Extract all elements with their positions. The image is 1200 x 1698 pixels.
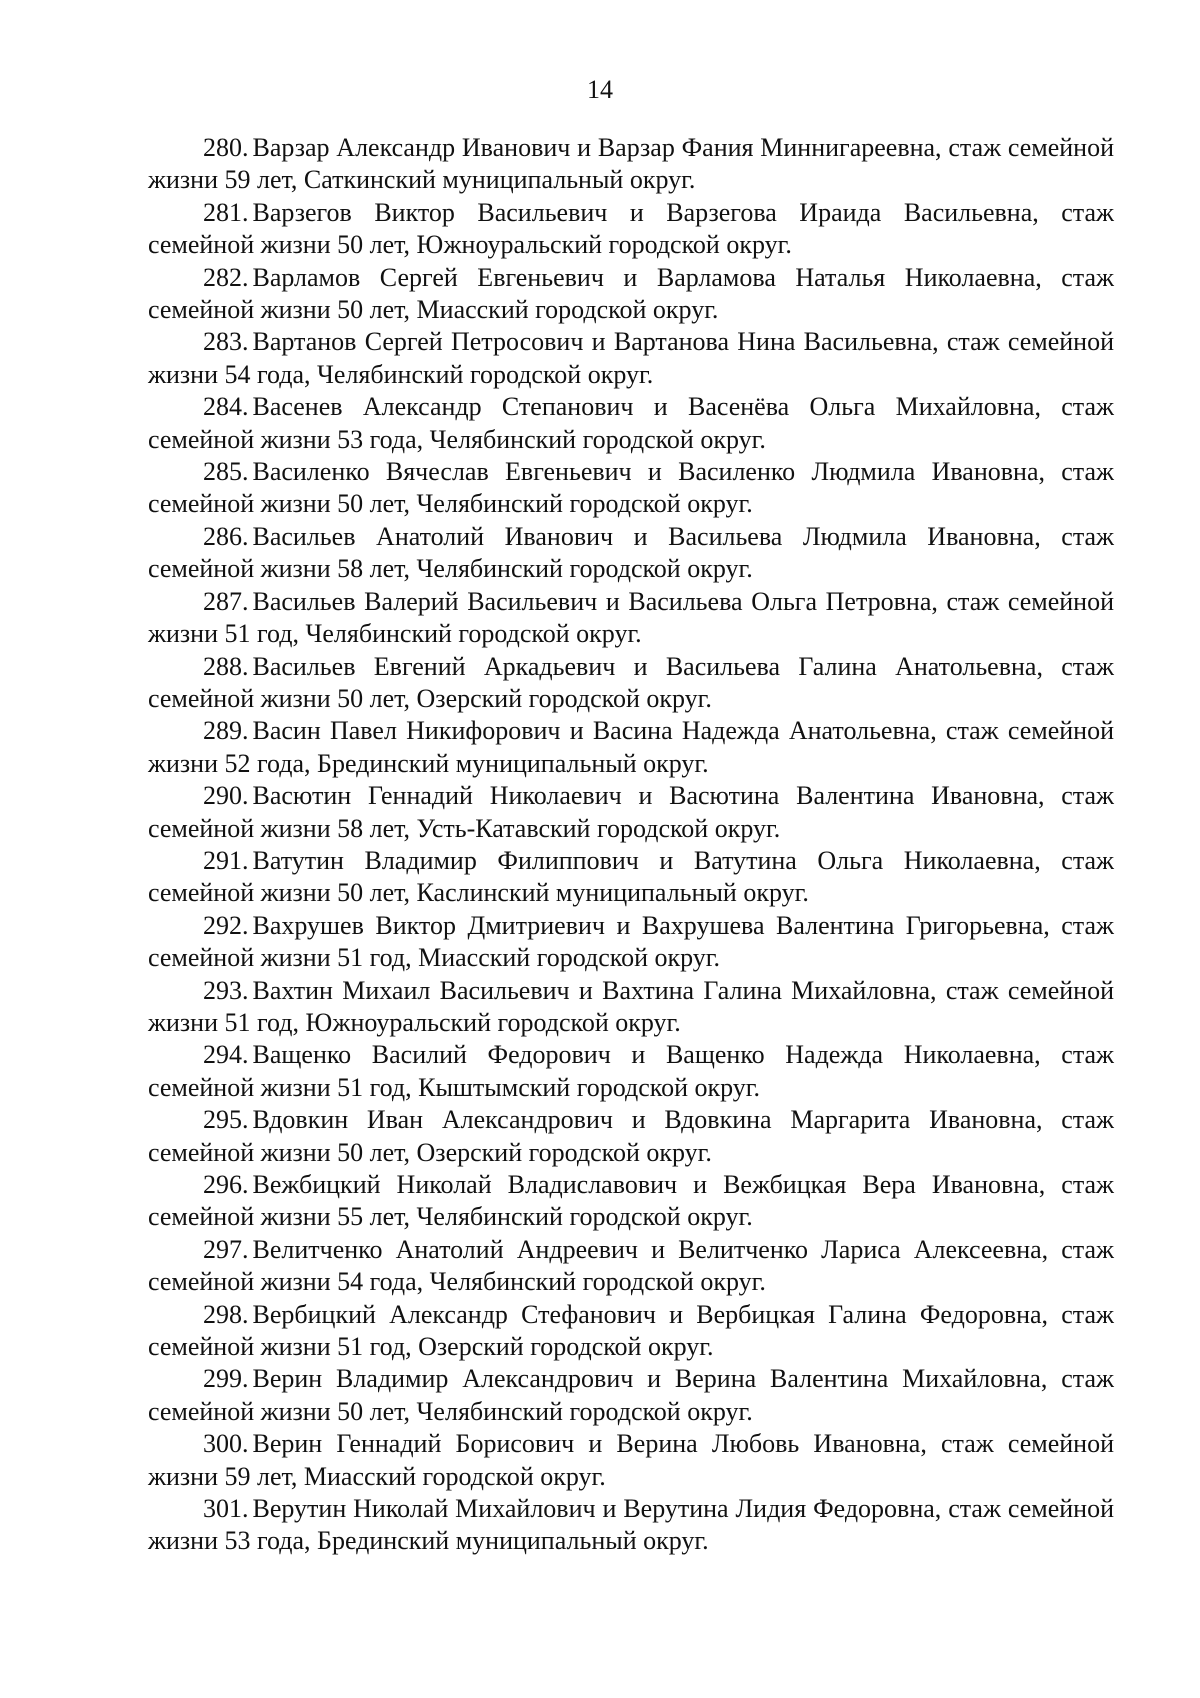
list-item: [148, 456, 1114, 521]
entry-text: Варламов Сергей Евгеньевич и Варламова Наталья Николаевна, стаж семейной жизни 50 лет, Миасский городской округ.: [148, 262, 1114, 325]
entry-number: 297.: [203, 1234, 249, 1264]
entry-text: Верин Владимир Александрович и Верина Валентина Михайловна, стаж семейной жизни 50 лет, Челябинский городской округ.: [148, 1364, 1114, 1426]
list-item: [148, 651, 1114, 716]
list-item: [148, 326, 1114, 391]
entry-number: 282.: [203, 262, 249, 292]
list-item: [148, 845, 1114, 910]
entry-text: Васенев Александр Степанович и Васенёва Ольга Михайловна, стаж семейной жизни 53 года, Челябинский городской округ.: [148, 392, 1114, 454]
entry-number: 296.: [203, 1170, 249, 1199]
entry-list: [148, 132, 1114, 1558]
entry-number: 285.: [203, 457, 249, 487]
entry-number: 287.: [203, 586, 249, 616]
entry-text: Велитченко Анатолий Андреевич и Велитченко Лариса Алексеевна, стаж семейной жизни 54 года, Челябинский городской округ.: [148, 1234, 1114, 1297]
entry-number: 292.: [203, 910, 249, 940]
entry-text: Верутин Николай Михайлович и Верутина Лидия Федоровна, стаж семейной жизни 53 года, Брединский муниципальный округ.: [148, 1494, 1114, 1556]
entry-text: Васильев Евгений Аркадьевич и Васильева Галина Анатольевна, стаж семейной жизни 50 лет, Озерский городской округ.: [148, 651, 1114, 713]
entry-text: Вахтин Михаил Васильевич и Вахтина Галина Михайловна, стаж семейной жизни 51 год, Южноуральский городской округ.: [148, 975, 1114, 1037]
list-item: [148, 1299, 1114, 1364]
entry-text: Вдовкин Иван Александрович и Вдовкина Маргарита Ивановна, стаж семейной жизни 50 лет, Озерский городской округ.: [148, 1105, 1114, 1167]
entry-text: Вербицкий Александр Стефанович и Вербицкая Галина Федоровна, стаж семейной жизни 51 год, Озерский городской округ.: [148, 1299, 1114, 1362]
list-item: [148, 1363, 1114, 1428]
entry-number: 291.: [203, 845, 249, 875]
list-item: [148, 1234, 1114, 1299]
entry-text: Варзегов Виктор Васильевич и Варзегова Ираида Васильевна, стаж семейной жизни 50 лет, Южноуральский городской округ.: [148, 197, 1114, 260]
entry-text: Ващенко Василий Федорович и Ващенко Надежда Николаевна, стаж семейной жизни 51 год, Кыштымский городской округ.: [148, 1040, 1114, 1102]
entry-number: 286.: [203, 521, 249, 551]
entry-number: 298.: [203, 1299, 249, 1329]
entry-text: Васин Павел Никифорович и Васина Надежда Анатольевна, стаж семейной жизни 52 года, Брединский муниципальный округ.: [148, 716, 1114, 778]
list-item: [148, 391, 1114, 456]
entry-number: 283.: [203, 327, 249, 357]
list-item: [148, 1428, 1114, 1493]
list-item: [148, 197, 1114, 262]
entry-number: 284.: [203, 392, 249, 422]
entry-number: 300.: [203, 1429, 249, 1459]
entry-number: 289.: [203, 716, 249, 746]
entry-text: Васильев Анатолий Иванович и Васильева Людмила Ивановна, стаж семейной жизни 58 лет, Челябинский городской округ.: [148, 521, 1114, 584]
entry-number: 294.: [203, 1040, 249, 1070]
entry-text: Василенко Вячеслав Евгеньевич и Василенко Людмила Ивановна, стаж семейной жизни 50 лет, Челябинский городской округ.: [148, 457, 1114, 519]
entry-number: 299.: [203, 1364, 249, 1394]
entry-text: Васютин Геннадий Николаевич и Васютина Валентина Ивановна, стаж семейной жизни 58 лет, Усть-Катавский городской округ.: [148, 781, 1114, 843]
entry-number: 301.: [203, 1494, 249, 1524]
list-item: [148, 910, 1114, 975]
entry-text: Ватутин Владимир Филиппович и Ватутина Ольга Николаевна, стаж семейной жизни 50 лет, Каслинский муниципальный округ.: [148, 845, 1114, 908]
entry-text: Вартанов Сергей Петросович и Вартанова Нина Васильевна, стаж семейной жизни 54 года, Челябинский городской округ.: [148, 327, 1114, 389]
list-item: [148, 521, 1114, 586]
list-item: [148, 262, 1114, 327]
entry-number: 280.: [203, 133, 249, 162]
list-item: [148, 975, 1114, 1040]
entry-text: Васильев Валерий Васильевич и Васильева Ольга Петровна, стаж семейной жизни 51 год, Челябинский городской округ.: [148, 586, 1114, 649]
entry-number: 288.: [203, 651, 249, 681]
list-item: [148, 586, 1114, 651]
entry-text: Вахрушев Виктор Дмитриевич и Вахрушева Валентина Григорьевна, стаж семейной жизни 51 год, Миасский городской округ.: [148, 910, 1114, 973]
entry-number: 281.: [203, 197, 249, 227]
entry-text: Вежбицкий Николай Владиславович и Вежбицкая Вера Ивановна, стаж семейной жизни 55 лет, Челябинский городской округ.: [148, 1170, 1114, 1232]
entry-number: 290.: [203, 781, 249, 811]
entry-text: Верин Геннадий Борисович и Верина Любовь Ивановна, стаж семейной жизни 59 лет, Миасский городской округ.: [148, 1429, 1114, 1491]
list-item: [148, 715, 1114, 780]
list-item: [148, 1493, 1114, 1558]
entry-text: Варзар Александр Иванович и Варзар Фания Миннигареевна, стаж семейной жизни 59 лет, Саткинский муниципальный округ.: [148, 133, 1114, 195]
list-item: [148, 1039, 1114, 1104]
list-item: [148, 1104, 1114, 1169]
list-item: [148, 132, 1114, 197]
entry-number: 293.: [203, 975, 249, 1005]
list-item: [148, 780, 1114, 845]
entry-number: 295.: [203, 1105, 249, 1135]
page-number: 14: [587, 75, 613, 104]
list-item: [148, 1169, 1114, 1234]
